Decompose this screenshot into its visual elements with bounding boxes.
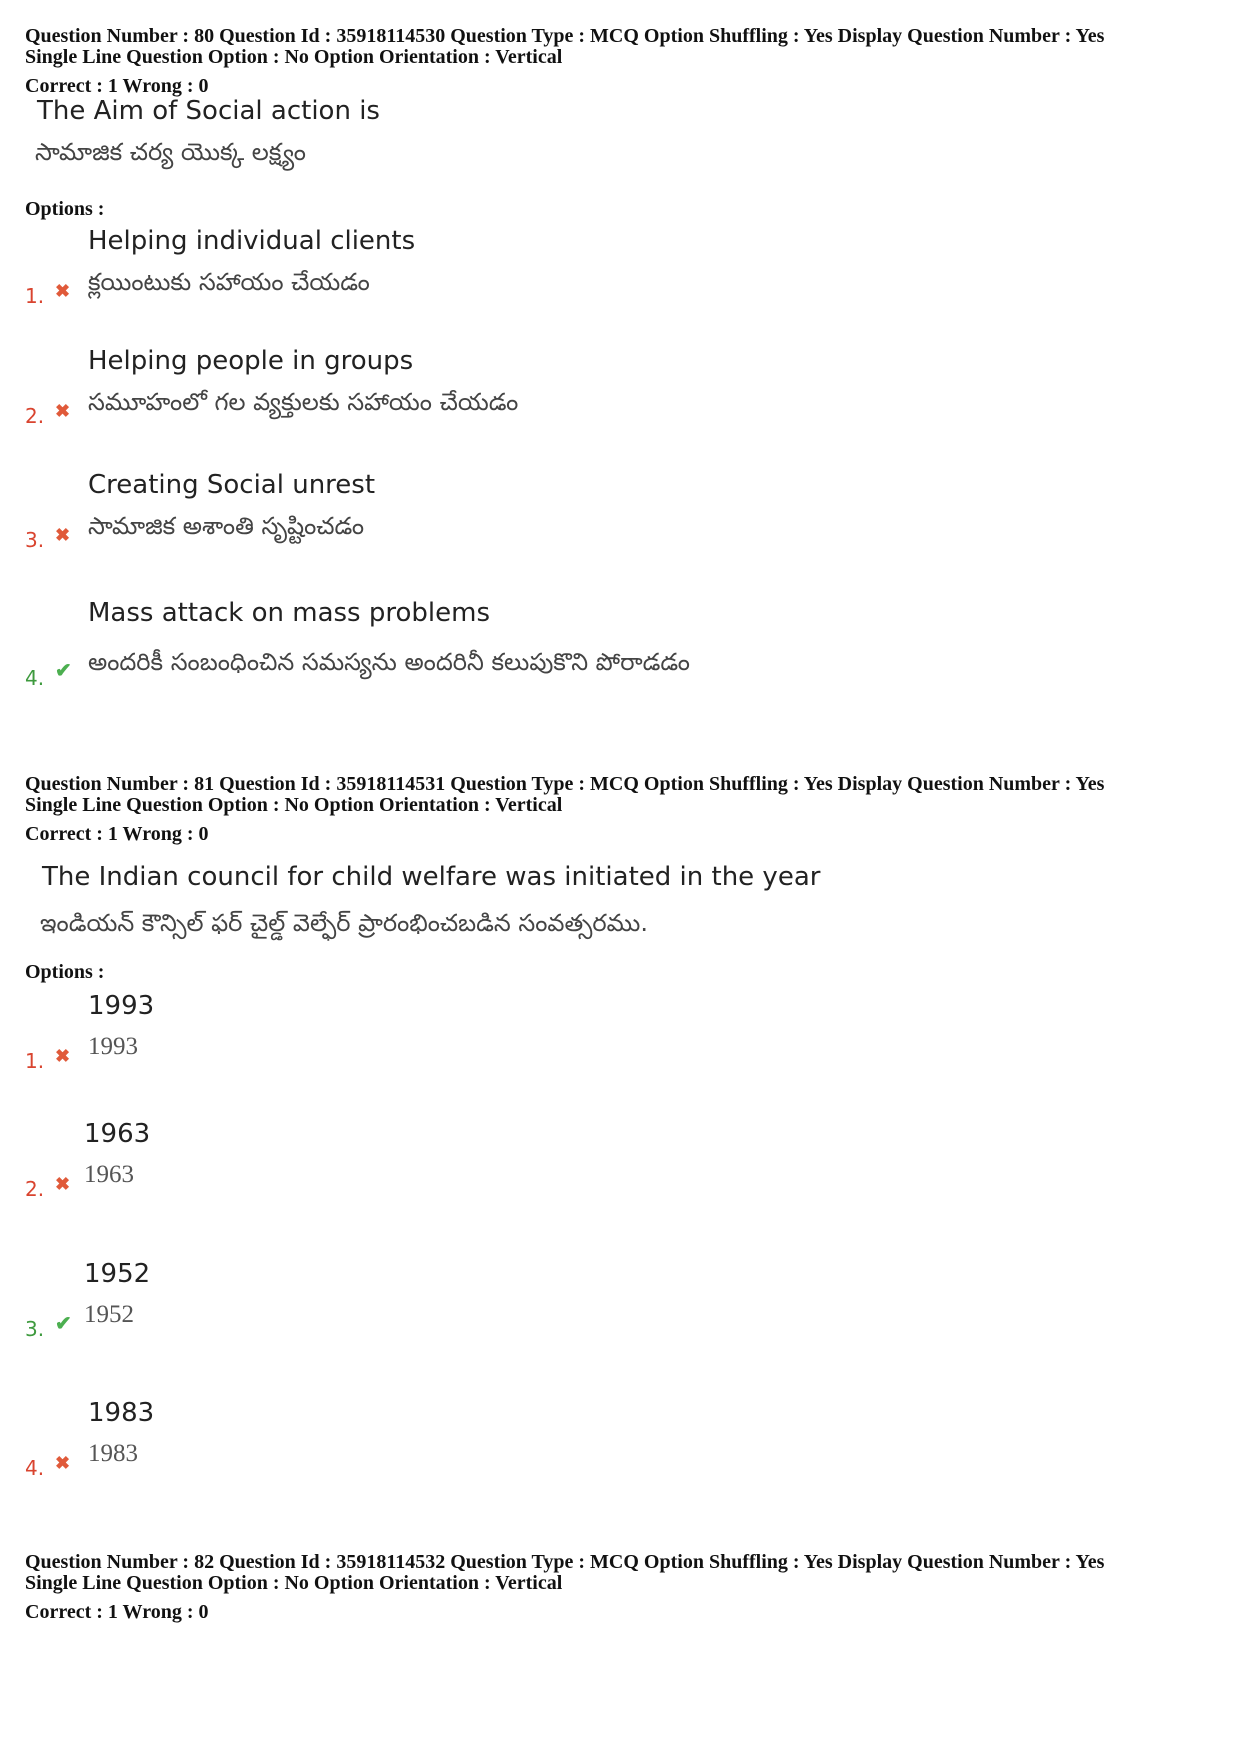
question-block-81 — [25, 774, 1225, 1494]
question-meta — [25, 1552, 1225, 1623]
question-meta — [25, 774, 1225, 845]
question-meta-line2: Single Line Question Option : No Option Orientation : Vertical — [25, 46, 563, 68]
option-text-te: సమూహంలో గల వ్యక్తులకు సహాయం చేయడం — [88, 388, 519, 416]
option-text-te: 1983 — [88, 1440, 138, 1467]
option-text-en: 1963 — [84, 1119, 151, 1149]
question-meta-line1: Question Number : 80 Question Id : 35918114530 Question Type : MCQ Option Shuffling : Yes Display Question Number : Yes — [25, 25, 1105, 47]
cross-icon: ✖ — [55, 525, 71, 545]
option-text-en: Helping individual clients — [88, 226, 416, 256]
question-block-82 — [25, 1552, 1225, 1632]
question-meta-line2: Single Line Question Option : No Option Orientation : Vertical — [25, 794, 563, 816]
options-label: Options : — [25, 961, 105, 983]
option-text-te: క్లయింటుకు సహాయం చేయడం — [88, 268, 370, 296]
option-number: 3. — [25, 1317, 45, 1341]
option-number: 4. — [25, 1456, 45, 1480]
option-text-te: 1952 — [84, 1301, 134, 1328]
options-label: Options : — [25, 198, 105, 220]
option-4[interactable] — [25, 598, 1125, 698]
option-text-te: 1993 — [88, 1033, 138, 1060]
option-text-en: Helping people in groups — [88, 346, 414, 376]
option-3[interactable] — [25, 1259, 1125, 1359]
cross-icon: ✖ — [55, 281, 71, 301]
question-score: Correct : 1 Wrong : 0 — [25, 1601, 209, 1623]
option-text-en: Mass attack on mass problems — [88, 598, 490, 628]
question-text-te: సామాజిక చర్య యొక్క లక్ష్యం — [35, 138, 306, 166]
option-3[interactable] — [25, 470, 1125, 570]
option-text-en: 1952 — [84, 1259, 151, 1289]
option-1[interactable] — [25, 226, 1125, 326]
question-meta-line1: Question Number : 81 Question Id : 35918114531 Question Type : MCQ Option Shuffling : Yes Display Question Number : Yes — [25, 773, 1105, 795]
question-score: Correct : 1 Wrong : 0 — [25, 75, 209, 97]
cross-icon: ✖ — [55, 401, 71, 421]
option-1[interactable] — [25, 991, 1125, 1091]
cross-icon: ✖ — [55, 1174, 71, 1194]
option-number: 2. — [25, 1177, 45, 1201]
option-text-en: Creating Social unrest — [88, 470, 376, 500]
question-meta-line1: Question Number : 82 Question Id : 35918114532 Question Type : MCQ Option Shuffling : Yes Display Question Number : Yes — [25, 1551, 1105, 1573]
option-text-en: 1983 — [88, 1398, 155, 1428]
question-text-en: The Indian council for child welfare was initiated in the year — [42, 862, 821, 892]
option-number: 4. — [25, 666, 45, 690]
check-icon: ✔ — [55, 1313, 72, 1335]
option-number: 1. — [25, 1049, 45, 1073]
question-text-en: The Aim of Social action is — [37, 96, 380, 126]
question-meta — [25, 26, 1225, 97]
option-text-te: 1963 — [84, 1161, 134, 1188]
option-2[interactable] — [25, 1119, 1125, 1219]
option-number: 2. — [25, 404, 45, 428]
question-meta-line2: Single Line Question Option : No Option Orientation : Vertical — [25, 1572, 563, 1594]
option-number: 1. — [25, 284, 45, 308]
question-text-te: ఇండియన్ కౌన్సిల్ ఫర్ చైల్డ్ వెల్ఫేర్ ప్రారంభించబడిన సంవత్సరము. — [40, 909, 648, 937]
question-score: Correct : 1 Wrong : 0 — [25, 823, 209, 845]
cross-icon: ✖ — [55, 1453, 71, 1473]
option-number: 3. — [25, 528, 45, 552]
option-text-te: అందరికీ సంబంధించిన సమస్యను అందరినీ కలుపుకొని పోరాడడం — [88, 648, 690, 676]
option-2[interactable] — [25, 346, 1125, 446]
option-text-te: సామాజిక అశాంతి సృష్టించడం — [88, 512, 365, 540]
question-block-80 — [25, 26, 1225, 706]
option-4[interactable] — [25, 1398, 1125, 1498]
cross-icon: ✖ — [55, 1046, 71, 1066]
option-text-en: 1993 — [88, 991, 155, 1021]
check-icon: ✔ — [55, 660, 72, 682]
